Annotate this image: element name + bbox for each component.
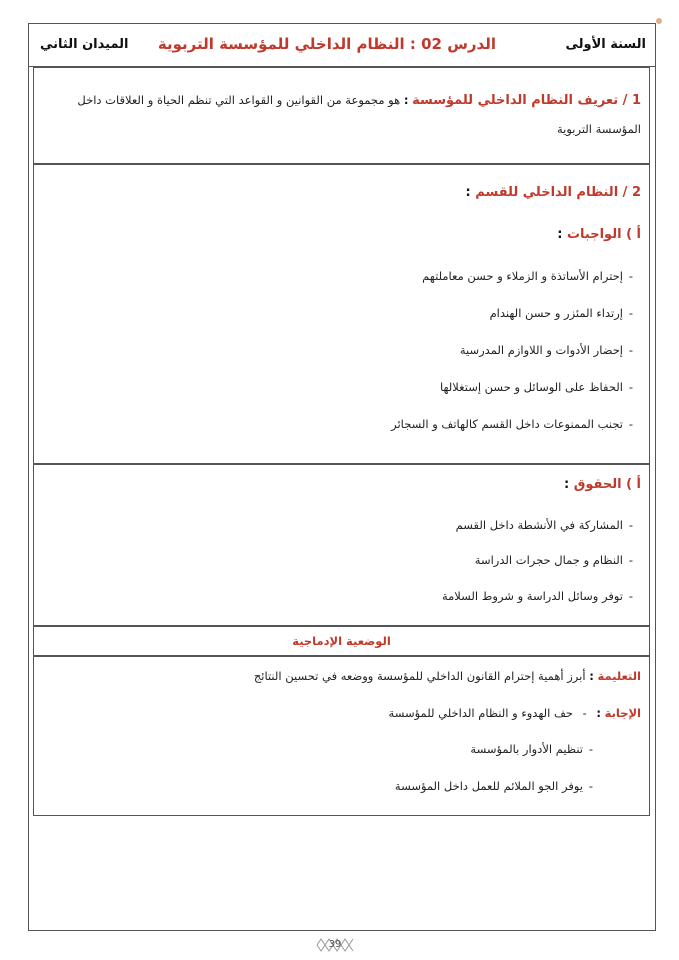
dash: -: [628, 589, 634, 603]
year-label: السنة الأولى: [565, 37, 646, 52]
list-item: [422, 269, 639, 283]
duties-colon: :: [557, 227, 563, 242]
right-text: توفر وسائل الدراسة و شروط السلامة: [441, 589, 623, 603]
list-item: [395, 779, 599, 793]
duty-text: إرتداء المئزر و حسن الهندام: [489, 306, 623, 320]
answer-label: الإجابة: [604, 706, 641, 720]
lesson-title: الدرس 02 : النظام الداخلي للمؤسسة التربوية: [157, 35, 496, 53]
list-item: [490, 306, 639, 320]
duties-title-text: أ ) الواجبات: [566, 227, 641, 242]
dash: -: [582, 706, 587, 720]
answer-text: يوفر الجو الملائم للعمل داخل المؤسسة: [394, 779, 583, 793]
duty-text: تجنب الممنوعات داخل القسم كالهاتف و السجائر: [391, 417, 623, 431]
dash: -: [628, 343, 634, 357]
dash: -: [628, 306, 634, 320]
duties-title: [557, 227, 641, 242]
integration-title-box: [33, 626, 650, 656]
rights-title: [564, 477, 641, 492]
instruction-colon: :: [589, 669, 594, 683]
answer-text: تنظيم الأدوار بالمؤسسة: [470, 742, 583, 756]
list-item: [460, 343, 639, 357]
list-item: [456, 518, 639, 532]
definition-heading: 1 / تعريف النظام الداخلي للمؤسسة: [412, 93, 641, 108]
instruction-text: أبرز أهمية إحترام القانون الداخلي للمؤسسة ووضعه في تحسين النتائج: [253, 669, 586, 683]
header-bar: [28, 23, 656, 67]
rights-colon: :: [563, 477, 570, 492]
corner-mark: [656, 18, 662, 24]
definition-text: هو مجموعة من القوانين و القواعد التي تنظم الحياة و العلاقات داخل المؤسسة التربوية: [77, 93, 641, 136]
dash: -: [628, 518, 634, 532]
answer-colon: :: [596, 706, 601, 720]
dash: -: [628, 269, 634, 283]
right-text: المشاركة في الأنشطة داخل القسم: [455, 518, 623, 532]
page-number-text: 39: [328, 939, 342, 950]
definition-colon: :: [403, 93, 409, 107]
instruction-line: [254, 669, 641, 683]
dash: -: [588, 742, 594, 756]
dash: -: [628, 553, 634, 567]
page-number: [313, 934, 357, 956]
list-item: [470, 742, 599, 756]
class-rules-heading: [466, 185, 641, 200]
answer-text: حف الهدوء و النظام الداخلي للمؤسسة: [388, 706, 574, 720]
duty-text: الحفاظ على الوسائل و حسن إستغلالها: [440, 380, 623, 394]
answer-line: [389, 706, 641, 720]
duty-text: إحترام الأساتذة و الزملاء و حسن معاملتهم: [422, 269, 623, 283]
list-item: [440, 380, 639, 394]
list-item: [442, 589, 639, 603]
definition-paragraph: [42, 86, 641, 143]
class-rules-colon: :: [465, 185, 471, 200]
dash: -: [588, 779, 594, 793]
list-item: [475, 553, 639, 567]
instruction-label: التعليمة: [597, 669, 641, 683]
class-rules-heading-text: 2 / النظام الداخلي للقسم: [475, 185, 641, 200]
dash: -: [628, 380, 634, 394]
class-rules-section: [33, 164, 650, 464]
field-label: الميدان الثاني: [40, 37, 129, 52]
rights-section: [33, 464, 650, 626]
rights-title-text: أ ) الحقوق: [573, 477, 641, 492]
integration-title: الوضعية الإدماجية: [292, 634, 391, 648]
right-text: النظام و جمال حجرات الدراسة: [474, 553, 623, 567]
duty-text: إحضار الأدوات و اللاوازم المدرسية: [459, 343, 623, 357]
list-item: [391, 417, 639, 431]
integration-section: [33, 656, 650, 816]
definition-section: [33, 67, 650, 164]
dash: -: [628, 417, 634, 431]
